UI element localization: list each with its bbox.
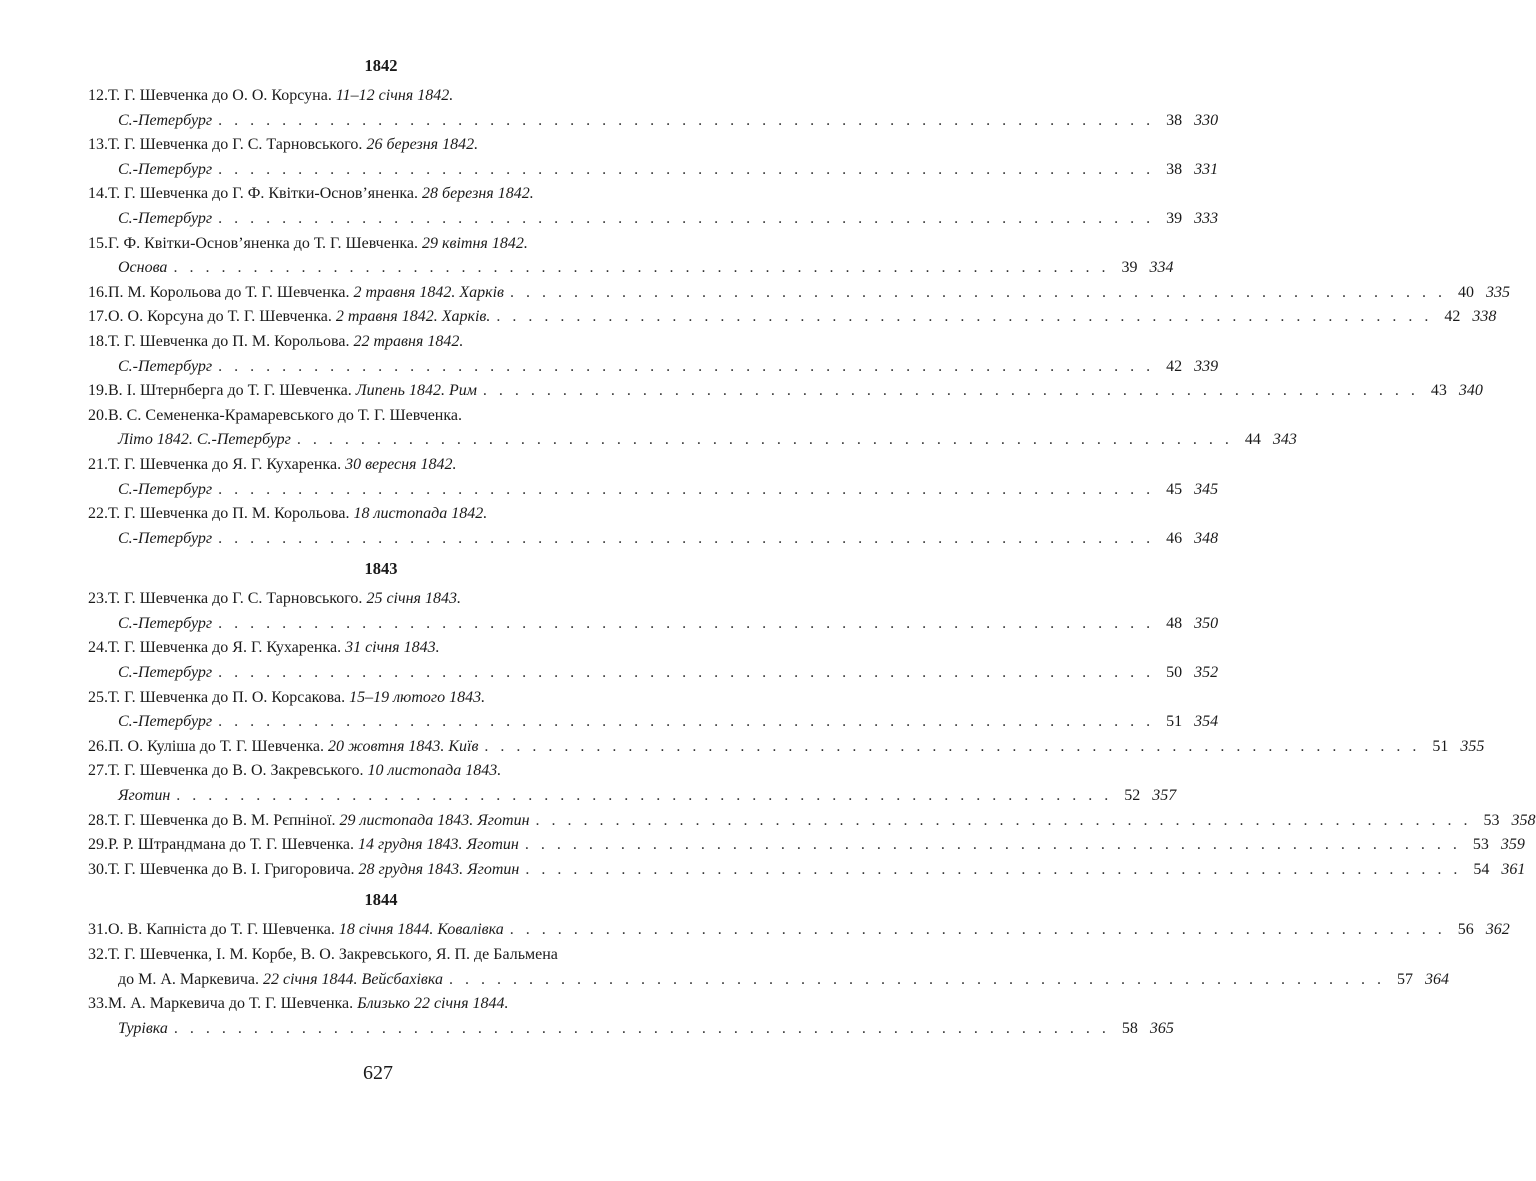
toc-entry: [88, 636, 674, 661]
entry-title: [108, 686, 485, 711]
entry-title: [108, 833, 519, 858]
entry-number: 17.: [88, 308, 108, 326]
entry-correspondents: Т. Г. Шевченка до Г. С. Тарновського.: [108, 590, 363, 608]
dot-leader: . . . . . . . . . . . . . . . . . . . . . . . . . . . . . . . . . . . . . . . . . . . . . . . . . . . . . . . . . . .: [496, 308, 1433, 326]
entry-number: 23.: [88, 590, 108, 608]
entry-number: 27.: [88, 762, 108, 780]
toc-entry: [88, 858, 1526, 883]
entry-date-place: 18 листопада 1842.: [353, 505, 488, 523]
entry-continuation: [118, 109, 212, 134]
entry-continuation: [118, 1017, 168, 1042]
entry-date-place: 29 квітня 1842.: [422, 234, 528, 252]
entry-number: 21.: [88, 455, 108, 473]
volume-page: 58: [1121, 1019, 1138, 1037]
entry-date-place: Основа: [118, 259, 168, 277]
commentary-page: 358: [1511, 811, 1536, 829]
entry-date-place: С.-Петербург: [118, 713, 213, 731]
toc-entry-continuation: [88, 612, 1219, 637]
year-heading: 1842: [364, 56, 398, 75]
entry-title: [108, 992, 509, 1017]
entry-date-place: 11–12 січня 1842.: [335, 87, 454, 104]
toc-entry: [88, 943, 674, 968]
commentary-page: 334: [1149, 259, 1174, 277]
dot-leader: . . . . . . . . . . . . . . . . . . . . . . . . . . . . . . . . . . . . . . . . . . . . . . . . . . . . . . . . . . .: [173, 259, 1110, 277]
toc-entry: [88, 918, 1510, 943]
toc-entry-continuation: [88, 109, 1219, 134]
volume-page: 52: [1124, 787, 1141, 805]
dot-leader: . . . . . . . . . . . . . . . . . . . . . . . . . . . . . . . . . . . . . . . . . . . . . . . . . . . . . . . . . . .: [448, 970, 1385, 988]
entry-correspondents: Т. Г. Шевченка до П. М. Корольова.: [108, 505, 350, 523]
entry-date-place: Літо 1842. С.-Петербург: [118, 431, 291, 449]
entry-date-place: 28 грудня 1843. Яготин: [358, 860, 520, 878]
entry-continuation: [118, 158, 212, 183]
entry-continuation: [118, 968, 443, 993]
dot-leader: . . . . . . . . . . . . . . . . . . . . . . . . . . . . . . . . . . . . . . . . . . . . . . . . . . . . . . . . . . .: [524, 836, 1461, 854]
entry-date-place: 22 січня 1844. Вейсбахівка: [263, 970, 443, 988]
entry-correspondents: В. С. Семененка-Крамаревського до Т. Г. Шевченка.: [108, 406, 462, 424]
entry-continuation: [118, 355, 212, 380]
entry-date-place: 26 березня 1842.: [366, 136, 479, 154]
toc-entry-continuation: [88, 207, 1219, 232]
entry-title: [108, 759, 501, 784]
toc-entry: [88, 330, 674, 355]
volume-page: 44: [1244, 431, 1261, 449]
entry-correspondents: Т. Г. Шевченка до В. М. Рєпніної.: [108, 811, 336, 829]
volume-page: 39: [1166, 209, 1183, 227]
entry-correspondents: Т. Г. Шевченка до О. О. Корсуна.: [108, 87, 332, 104]
entry-title: [108, 404, 462, 429]
toc-entry: [88, 404, 674, 429]
entry-number: 26.: [88, 737, 108, 755]
entry-correspondents: Р. Р. Штрандмана до Т. Г. Шевченка.: [108, 836, 354, 854]
entry-date-place: 31 січня 1843.: [345, 639, 440, 657]
dot-leader: . . . . . . . . . . . . . . . . . . . . . . . . . . . . . . . . . . . . . . . . . . . . . . . . . . . . . . . . . . .: [509, 921, 1446, 939]
commentary-page: 350: [1194, 614, 1219, 632]
commentary-page: 364: [1424, 970, 1449, 988]
volume-page: 42: [1444, 308, 1461, 326]
dot-leader: . . . . . . . . . . . . . . . . . . . . . . . . . . . . . . . . . . . . . . . . . . . . . . . . . . . . . . . . . . .: [218, 614, 1155, 632]
commentary-page: 354: [1194, 713, 1219, 731]
toc-entry: [88, 502, 674, 527]
commentary-page: 357: [1152, 787, 1177, 805]
toc-entry-continuation: [88, 710, 1219, 735]
entry-number: 24.: [88, 639, 108, 657]
dot-leader: . . . . . . . . . . . . . . . . . . . . . . . . . . . . . . . . . . . . . . . . . . . . . . . . . . . . . . . . . . .: [218, 713, 1155, 731]
dot-leader: . . . . . . . . . . . . . . . . . . . . . . . . . . . . . . . . . . . . . . . . . . . . . . . . . . . . . . . . . . .: [218, 160, 1155, 178]
entry-title: [108, 232, 528, 257]
entry-title: [108, 636, 440, 661]
volume-page: 57: [1396, 970, 1413, 988]
commentary-page: 338: [1472, 308, 1497, 326]
entry-number: 14.: [88, 185, 108, 203]
entry-title: [108, 918, 504, 943]
entry-date-place: С.-Петербург: [118, 357, 213, 375]
entry-title: [108, 305, 490, 330]
toc-entry: [88, 232, 674, 257]
volume-page: 50: [1166, 664, 1183, 682]
entry-date-place: Липень 1842. Рим: [355, 382, 477, 400]
entry-date-place: С.-Петербург: [118, 160, 213, 178]
entry-number: 13.: [88, 136, 108, 154]
dot-leader: . . . . . . . . . . . . . . . . . . . . . . . . . . . . . . . . . . . . . . . . . . . . . . . . . . . . . . . . . . .: [484, 737, 1421, 755]
dot-leader: . . . . . . . . . . . . . . . . . . . . . . . . . . . . . . . . . . . . . . . . . . . . . . . . . . . . . . . . . . .: [176, 787, 1113, 805]
entry-title: [108, 809, 530, 834]
entry-date-place: 15–19 лютого 1843.: [349, 688, 486, 706]
toc-entry: [88, 686, 674, 711]
volume-page: 48: [1166, 614, 1183, 632]
entry-date-place: 29 листопада 1843. Яготин: [339, 811, 530, 829]
entry-date-place: 18 січня 1844. Ковалівка: [338, 921, 504, 939]
entry-continuation: [118, 428, 291, 453]
entry-number: 25.: [88, 688, 108, 706]
entry-number: 22.: [88, 505, 108, 523]
entry-title: [108, 182, 534, 207]
volume-page: 53: [1483, 811, 1500, 829]
toc-entry: [88, 281, 1510, 306]
entry-date-place: Близько 22 січня 1844.: [357, 995, 509, 1013]
toc-entry: [88, 305, 1497, 330]
entry-date-place: 14 грудня 1843. Яготин: [358, 836, 519, 854]
dot-leader: . . . . . . . . . . . . . . . . . . . . . . . . . . . . . . . . . . . . . . . . . . . . . . . . . . . . . . . . . . .: [218, 209, 1155, 227]
entry-title: [108, 453, 456, 478]
entry-date-place: С.-Петербург: [118, 209, 213, 227]
volume-page: 51: [1432, 737, 1449, 755]
entry-number: 29.: [88, 836, 108, 854]
entry-number: 15.: [88, 234, 108, 252]
toc-entry: [88, 84, 674, 109]
volume-page: 53: [1472, 836, 1489, 854]
entry-number: 19.: [88, 382, 108, 400]
entry-continuation: [118, 527, 212, 552]
entry-date-place: 10 листопада 1843.: [367, 762, 502, 780]
volume-page: 38: [1166, 111, 1183, 129]
entry-date-place: 28 березня 1842.: [422, 185, 534, 203]
toc-entry-continuation: [88, 1017, 1174, 1042]
entry-number: 32.: [88, 946, 108, 963]
toc-entry: [88, 587, 674, 612]
entry-correspondents: О. В. Капніста до Т. Г. Шевченка.: [108, 921, 335, 939]
dot-leader: . . . . . . . . . . . . . . . . . . . . . . . . . . . . . . . . . . . . . . . . . . . . . . . . . . . . . . . . . . .: [218, 480, 1155, 498]
entry-title: [108, 379, 477, 404]
entry-correspondents: Т. Г. Шевченка до Я. Г. Кухаренка.: [108, 455, 342, 473]
entry-correspondents: Т. Г. Шевченка до П. О. Корсакова.: [108, 688, 346, 706]
commentary-page: 339: [1194, 357, 1219, 375]
commentary-page: 362: [1485, 921, 1510, 939]
dot-leader: . . . . . . . . . . . . . . . . . . . . . . . . . . . . . . . . . . . . . . . . . . . . . . . . . . . . . . . . . . .: [296, 431, 1233, 449]
entry-number: 33.: [88, 995, 108, 1013]
commentary-page: 348: [1194, 529, 1219, 547]
toc-entry-continuation: [88, 478, 1219, 503]
dot-leader: . . . . . . . . . . . . . . . . . . . . . . . . . . . . . . . . . . . . . . . . . . . . . . . . . . . . . . . . . . .: [218, 664, 1155, 682]
entry-date-place: С.-Петербург: [118, 111, 213, 129]
volume-page: 40: [1458, 283, 1474, 301]
dot-leader: . . . . . . . . . . . . . . . . . . . . . . . . . . . . . . . . . . . . . . . . . . . . . . . . . . . . . . . . . . .: [218, 111, 1155, 129]
volume-page: 54: [1473, 860, 1490, 878]
toc-entry: [88, 182, 674, 207]
entry-correspondents: Т. Г. Шевченка до Я. Г. Кухаренка.: [108, 639, 342, 657]
toc-entry-continuation: [88, 158, 1219, 183]
entry-continuation: [118, 256, 167, 281]
entry-continuation: [118, 661, 212, 686]
entry-title: [108, 84, 453, 109]
dot-leader: . . . . . . . . . . . . . . . . . . . . . . . . . . . . . . . . . . . . . . . . . . . . . . . . . . . . . . . . . . .: [510, 283, 1446, 301]
entry-date-place: С.-Петербург: [118, 614, 213, 632]
entry-continuation: [118, 612, 212, 637]
commentary-page: 345: [1194, 480, 1219, 498]
entry-title: [108, 330, 463, 355]
commentary-page: 359: [1500, 836, 1525, 854]
entry-correspondents: В. І. Штернберга до Т. Г. Шевченка.: [108, 382, 352, 400]
commentary-page: 335: [1486, 283, 1510, 301]
table-of-contents: [88, 54, 1536, 1041]
entry-continuation: [118, 710, 212, 735]
year-heading: 1844: [364, 890, 398, 910]
entry-correspondents: П. О. Куліша до Т. Г. Шевченка.: [108, 737, 325, 755]
entry-number: 20.: [88, 406, 108, 424]
volume-page: 38: [1166, 160, 1183, 178]
year-heading: 1843: [364, 559, 398, 579]
entry-number: 30.: [88, 860, 108, 878]
entry-addressee: до М. А. Маркевича.: [118, 970, 259, 988]
commentary-page: 361: [1501, 860, 1526, 878]
volume-page: 43: [1430, 382, 1447, 400]
entry-number: 18.: [88, 332, 108, 350]
toc-entry: [88, 809, 1536, 834]
entry-date-place: Турівка: [118, 1019, 168, 1037]
entry-correspondents: Г. Ф. Квітки-Основ’яненка до Т. Г. Шевченка.: [108, 234, 419, 252]
entry-correspondents: Т. Г. Шевченка до Г. С. Тарновського.: [108, 136, 363, 154]
entry-continuation: [118, 784, 170, 809]
toc-entry-continuation: [88, 428, 1297, 453]
entry-correspondents: М. А. Маркевича до Т. Г. Шевченка.: [108, 995, 354, 1013]
toc-entry: [88, 759, 674, 784]
toc-entry-continuation: [88, 968, 1449, 993]
entry-correspondents: П. М. Корольова до Т. Г. Шевченка.: [108, 283, 350, 301]
toc-entry: [88, 379, 1483, 404]
entry-correspondents: Т. Г. Шевченка до Г. Ф. Квітки-Основ’яненка.: [108, 185, 419, 203]
commentary-page: 355: [1460, 737, 1485, 755]
entry-date-place: 30 вересня 1842.: [345, 455, 457, 473]
entry-number: 28.: [88, 811, 108, 829]
dot-leader: . . . . . . . . . . . . . . . . . . . . . . . . . . . . . . . . . . . . . . . . . . . . . . . . . . . . . . . . . . .: [218, 357, 1155, 375]
entry-number: 31.: [88, 921, 108, 939]
volume-page: 51: [1166, 713, 1183, 731]
commentary-page: 331: [1194, 160, 1219, 178]
toc-entry: [88, 992, 674, 1017]
volume-page: 56: [1457, 921, 1474, 939]
entry-date-place: С.-Петербург: [118, 664, 213, 682]
commentary-page: 343: [1272, 431, 1297, 449]
dot-leader: . . . . . . . . . . . . . . . . . . . . . . . . . . . . . . . . . . . . . . . . . . . . . . . . . . . . . . . . . . .: [535, 811, 1472, 829]
toc-entry: [88, 453, 674, 478]
entry-number: 16.: [88, 283, 108, 301]
volume-page: 42: [1166, 357, 1183, 375]
entry-title: [108, 858, 519, 883]
commentary-page: 340: [1458, 382, 1483, 400]
toc-entry-continuation: [88, 527, 1219, 552]
dot-leader: . . . . . . . . . . . . . . . . . . . . . . . . . . . . . . . . . . . . . . . . . . . . . . . . . . . . . . . . . . .: [525, 860, 1462, 878]
toc-entry-continuation: [88, 661, 1219, 686]
entry-correspondents: Т. Г. Шевченка до П. М. Корольова.: [108, 332, 350, 350]
entry-number: 12.: [88, 87, 108, 104]
toc-entry-continuation: [88, 256, 1174, 281]
page-number: 627: [363, 1062, 393, 1084]
entry-title: [108, 587, 461, 612]
entry-date-place: С.-Петербург: [118, 480, 213, 498]
entry-continuation: [118, 207, 212, 232]
commentary-page: 330: [1194, 111, 1219, 129]
entry-title: [108, 502, 487, 527]
entry-correspondents: Т. Г. Шевченка до В. О. Закревського.: [108, 762, 364, 780]
toc-entry-continuation: [88, 355, 1219, 380]
entry-date-place: 2 травня 1842. Харків: [353, 283, 504, 301]
entry-date-place: 2 травня 1842. Харків.: [335, 308, 491, 326]
dot-leader: . . . . . . . . . . . . . . . . . . . . . . . . . . . . . . . . . . . . . . . . . . . . . . . . . . . . . . . . . . .: [173, 1019, 1110, 1037]
entry-date-place: 25 січня 1843.: [366, 590, 461, 608]
commentary-page: 333: [1194, 209, 1219, 227]
entry-correspondents: О. О. Корсуна до Т. Г. Шевченка.: [108, 308, 332, 326]
entry-correspondents: Т. Г. Шевченка, І. М. Корбе, В. О. Закревського, Я. П. де Бальмена: [108, 946, 558, 963]
toc-entry-continuation: [88, 784, 1177, 809]
volume-page: 39: [1121, 259, 1138, 277]
entry-date-place: С.-Петербург: [118, 529, 213, 547]
entry-date-place: 22 травня 1842.: [353, 332, 464, 350]
volume-page: 45: [1166, 480, 1183, 498]
dot-leader: . . . . . . . . . . . . . . . . . . . . . . . . . . . . . . . . . . . . . . . . . . . . . . . . . . . . . . . . . . .: [482, 382, 1419, 400]
entry-title: [108, 133, 478, 158]
entry-title: [108, 735, 478, 760]
entry-continuation: [118, 478, 212, 503]
entry-title: [108, 943, 558, 968]
toc-entry: [88, 133, 674, 158]
toc-entry: [88, 833, 1525, 858]
commentary-page: 352: [1194, 664, 1219, 682]
commentary-page: 365: [1149, 1019, 1174, 1037]
entry-title: [108, 281, 504, 306]
entry-correspondents: Т. Г. Шевченка до В. І. Григоровича.: [108, 860, 355, 878]
volume-page: 46: [1166, 529, 1183, 547]
entry-date-place: 20 жовтня 1843. Київ: [328, 737, 479, 755]
dot-leader: . . . . . . . . . . . . . . . . . . . . . . . . . . . . . . . . . . . . . . . . . . . . . . . . . . . . . . . . . . .: [218, 529, 1155, 547]
toc-entry: [88, 735, 1485, 760]
entry-date-place: Яготин: [118, 787, 171, 805]
